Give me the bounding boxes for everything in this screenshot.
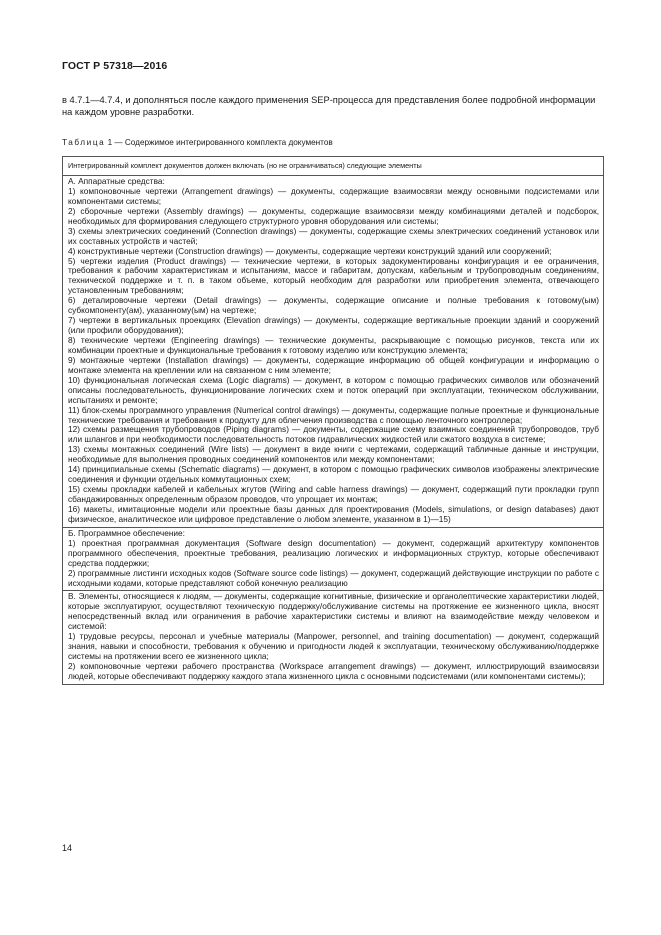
list-item: 7) чертежи в вертикальных проекциях (Elevation drawings) — документы, содержащие вертикальные проекции зданий и сооружений (или профили оборудования); [68,315,599,336]
list-item: 10) функциональная логическая схема (Logic diagrams) — документ, в котором с помощью графических символов или обозначений описаны последовательность, функционирование логических схем и поток операций при эксплуатации, техническом обслуживании, испытаниях и ремонте; [68,374,599,405]
section-hardware [63,176,604,528]
table-row [63,527,604,591]
list-item: 9) монтажные чертежи (Installation drawings) — документы, содержащие информацию об общей конфигурации и информацию о монтаже элемента на креплении или на связанном с ним элементе; [68,354,599,375]
table-caption [62,137,603,148]
list-item: 11) блок-схемы программного управления (Numerical control drawings) — документы, содержащие полные проектные и функциональные технические требования и требования к продукту для облегчения производства с помощью ленточного контроллера; [68,404,599,425]
list-item: 15) схемы прокладки кабелей и кабельных жгутов (Wiring and cable harness drawings) — документ, содержащий пути прокладки групп сбандажированных определенным образом проводов, что упрощает их монтаж; [68,484,599,504]
list-item: 1) проектная программная документация (Software design documentation) — документ, содержащий архитектуру компонентов программного обеспечения, проектные требования, реализацию логических и информационных структур, которые обеспечивают средства поддержки; [68,537,599,568]
section-title: В. Элементы, относящиеся к людям, — документы, содержащие когнитивные, физические и органолептические характеристики людей, которые эксплуатируют, осуществляют техническую поддержку/обслуживание системы на протяжение ее жизненного цикла, вносят непосредственный вклад или ограничения в рабочие характеристики системы и влияют на взаимодействие между человеком и системой: [68,591,599,632]
document-standard-header: ГОСТ Р 57318—2016 [62,60,168,72]
documents-table [62,156,604,685]
list-item: 12) схемы размещения трубопроводов (Piping diagrams) — документы, содержащие схему взаимных соединений трубопроводов, труб или шлангов и при необходимости последовательность потоков гидравлических жидкостей или сжатого воздуха в системе; [68,424,599,445]
list-item: 14) принципиальные схемы (Schematic diagrams) — документ, в котором с помощью графических символов изображены электрические соединения и функции отдельных коммутационных схем; [68,464,599,485]
list-item: 4) конструктивные чертежи (Construction drawings) — документы, содержащие чертежи конструкций зданий или сооружений; [68,245,552,256]
section-title: А. Аппаратные средства: [68,176,165,186]
list-item: 2) сборочные чертежи (Assembly drawings) — документы, содержащие взаимосвязи между комбинациями деталей и подсборок, необходимых для формирования следующего структурного уровня оборудования или системы; [68,205,599,226]
table-header-cell: Интегрированный комплект документов должен включать (но не ограничиваться) следующие элементы [63,157,604,176]
list-item: 5) чертежи изделия (Product drawings) — технические чертежи, в которых задокументированы конфигурация и ее ограничения, требования к рабочим характеристикам и испытаниям, массе и габаритам, допускам, кабельным и трубопроводным соединениям, технической поддержке и т. п. в таком объеме, который необходим для разработки или приобретения элемента, отвечающего установленным требованиям; [68,255,599,296]
list-item: 16) макеты, имитационные модели или проектные базы данных для проектирования (Models, simulations, or design databases) дают физическое, аналитическое или цифровое представление о любом элементе, указанном в 1)—15) [68,503,599,524]
list-item: 3) схемы электрических соединений (Connection drawings) — документы, содержащие схемы электрических соединений установок или их составных устройств и частей; [68,225,599,246]
table-caption-text: 1 — Содержимое интегрированного комплекта документов [107,138,333,147]
list-item: 13) схемы монтажных соединений (Wire lists) — документ в виде книги с чертежами, содержащий табличные данные и инструкции, необходимые для выполнения проводных соединений компонентов или между компонентами; [68,444,599,465]
table-row [63,591,604,684]
section-title: Б. Программное обеспечение: [68,527,185,538]
list-item: 2) компоновочные чертежи рабочего пространства (Workspace arrangement drawings) — документ, иллюстрирующий взаимосвязи людей, которые обеспечивают поддержку каждого этапа жизненного цикла с основными подсистемами (или компонентами системы); [68,661,599,681]
intro-paragraph: в 4.7.1—4.7.4, и дополняться после каждого применения SEP-процесса для представления более подробной информации на каждом уровне разработки. [62,95,596,117]
list-item: 6) деталировочные чертежи (Detail drawings) — документы, содержащие описание и полные требования к готовому(ым) субкомпоненту(ам), указанному(ым) на чертеже; [68,295,599,316]
page-number: 14 [62,843,73,853]
list-item: 1) компоновочные чертежи (Arrangement drawings) — документы, содержащие взаимосвязи между основными подсистемами или компонентами системы; [68,185,599,206]
table-header-row [63,157,604,176]
section-software [63,527,604,591]
list-item: 2) программные листинги исходных кодов (Software source code listings) — документ, содержащий действующие инструкции по работе с исходными кодами, которые представляют собой конечную реализацию [68,567,599,588]
table-caption-label: Таблица [62,138,106,147]
section-human-elements [63,591,604,684]
table-row [63,176,604,528]
list-item: 1) трудовые ресурсы, персонал и учебные материалы (Manpower, personnel, and training documentation) — документ, содержащий знания, навыки и способности, требования к обучению и пригодности людей к эксплуатации, техническому обслуживанию/поддержке системы на протяжении всего ее жизненного цикла; [68,631,599,662]
list-item: 8) технические чертежи (Engineering drawings) — технические документы, раскрывающие с помощью рисунков, текста или их комбинации проектные и функциональные требования к готовому изделию или конструкцию элемента; [68,335,599,355]
